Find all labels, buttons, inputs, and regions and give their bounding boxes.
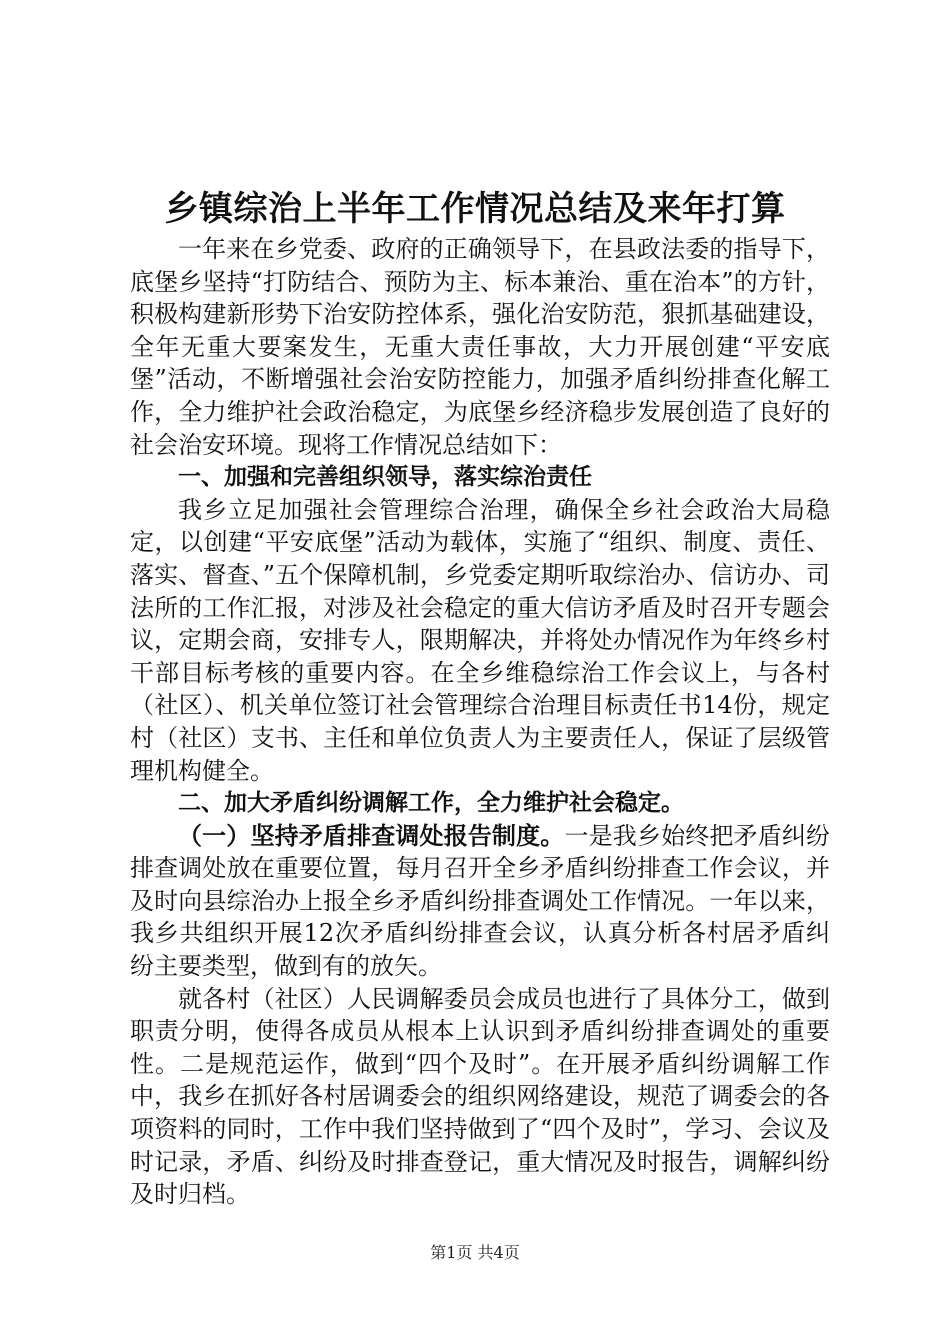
- document-body: [130, 233, 830, 1211]
- section-1-paragraph: 我乡立足加强社会管理综合治理，确保全乡社会政治大局稳定，以创建“平安底堡”活动为载体，实施了“组织、制度、责任、落实、督查、”五个保障机制，乡党委定期听取综治办、信访办、司法所的工作汇报，对涉及社会稳定的重大信访矛盾及时召开专题会议，定期会商，安排专人，限期解决，并将处办情况作为年终乡村干部目标考核的重要内容。在全乡维稳综治工作会议上，与各村（社区）、机关单位签订社会管理综合治理目标责任书14份，规定村（社区）支书、主任和单位负责人为主要责任人，保证了层级管理机构健全。: [130, 495, 830, 785]
- subsection-1-text: 一是我乡始终把矛盾纠纷排查调处放在重要位置，每月召开全乡矛盾纠纷排查工作会议，并及时向县综治办上报全乡矛盾纠纷排查调处工作情况。一年以来，我乡共组织开展12次矛盾纠纷排查会议，认真分析各村居矛盾纠纷主要类型，做到有的放矢。: [130, 821, 831, 981]
- intro-paragraph: 一年来在乡党委、政府的正确领导下，在县政法委的指导下，底堡乡坚持“打防结合、预防为主、标本兼治、重在治本”的方针，积极构建新形势下治安防控体系，强化治安防范，狠抓基础建设，全年无重大要案发生，无重大责任事故，大力开展创建“平安底堡”活动，不断增强社会治安防控能力，加强矛盾纠纷排查化解工作，全力维护社会政治稳定，为底堡乡经济稳步发展创造了良好的社会治安环境。现将工作情况总结如下：: [130, 235, 830, 459]
- section-2-heading: 二、加大矛盾纠纷调解工作，全力维护社会稳定。: [178, 790, 684, 817]
- section-2-subsection-1-paragraph: [130, 820, 830, 983]
- page-number-footer: 第1页 共4页: [430, 1243, 520, 1262]
- document-title: 乡镇综治上半年工作情况总结及来年打算: [164, 189, 786, 229]
- section-2-paragraph-2: 就各村（社区）人民调解委员会成员也进行了具体分工，做到职责分明，使得各成员从根本上认识到矛盾纠纷排查调处的重要性。二是规范运作，做到“四个及时”。在开展矛盾纠纷调解工作中，我乡在抓好各村居调委会的组织网络建设，规范了调委会的各项资料的同时，工作中我们坚持做到了“四个及时”，学习、会议及时记录，矛盾、纠纷及时排查登记，重大情况及时报告，调解纠纷及时归档。: [130, 984, 830, 1209]
- section-1-heading: 一、加强和完善组织领导，落实综治责任: [178, 464, 592, 491]
- subsection-1-heading: （一）坚持矛盾排查调处报告制度。: [178, 821, 565, 850]
